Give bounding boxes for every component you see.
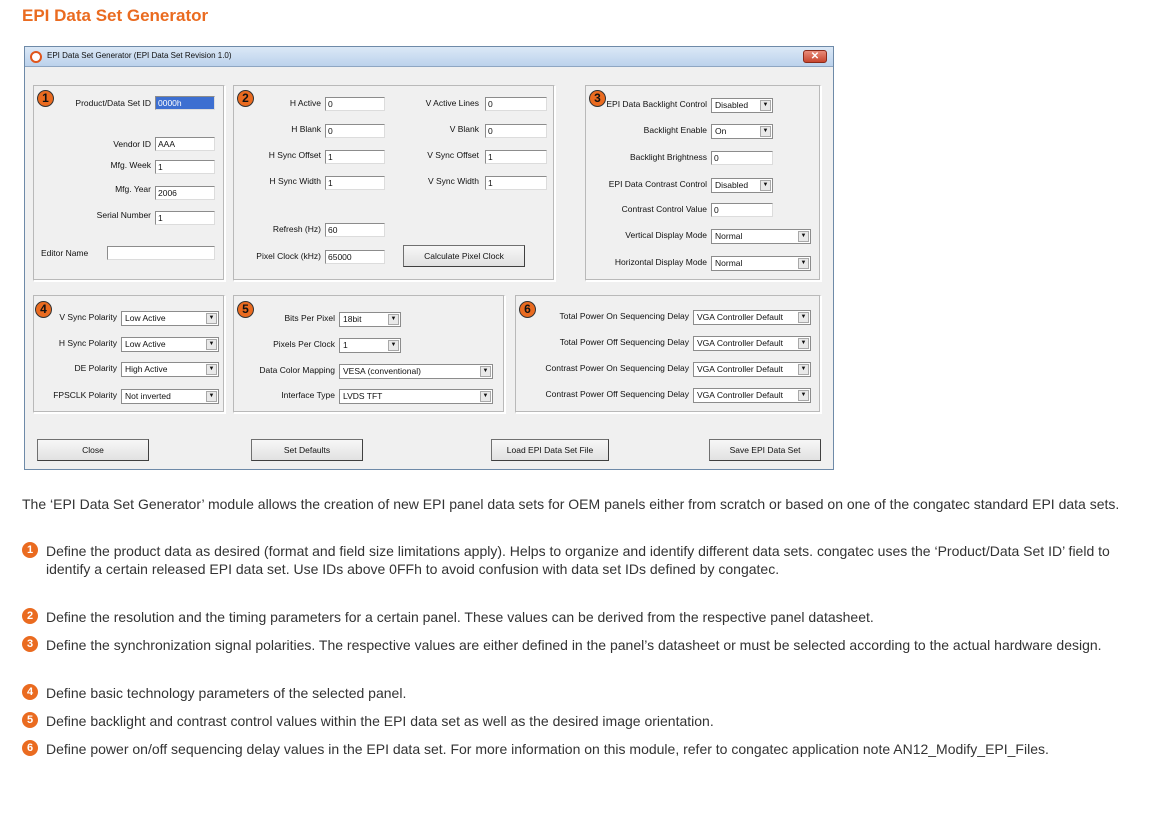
total-power-off-label: Total Power Off Sequencing Delay xyxy=(559,337,689,347)
backlight-brightness-field[interactable]: 0 xyxy=(711,151,773,165)
data-color-mapping-value: VESA (conventional) xyxy=(343,366,421,376)
interface-type-select[interactable] xyxy=(339,389,493,404)
de-polarity-select[interactable] xyxy=(121,362,219,377)
chevron-down-icon[interactable]: ▼ xyxy=(206,313,217,324)
list-item xyxy=(22,712,1152,732)
v-sync-width-label: V Sync Width xyxy=(427,176,479,186)
contrast-control-value: Disabled xyxy=(715,180,749,190)
backlight-enable-label: Backlight Enable xyxy=(643,125,707,135)
pixels-per-clock-select[interactable] xyxy=(339,338,401,353)
backlight-control-select[interactable] xyxy=(711,98,773,113)
h-sync-width-field[interactable]: 1 xyxy=(325,176,385,190)
badge-2: 2 xyxy=(237,90,254,107)
list-item xyxy=(22,636,1152,674)
h-sync-offset-label: H Sync Offset xyxy=(268,150,321,160)
backlight-brightness-label: Backlight Brightness xyxy=(629,152,707,162)
chevron-down-icon[interactable]: ▼ xyxy=(798,258,809,269)
list-item-text: Define backlight and contrast control values within the EPI data set as well as the desired image orientation. xyxy=(46,713,714,729)
interface-type-value: LVDS TFT xyxy=(343,391,383,401)
bits-per-pixel-select[interactable] xyxy=(339,312,401,327)
v-active-field[interactable]: 0 xyxy=(485,97,547,111)
chevron-down-icon[interactable]: ▼ xyxy=(206,391,217,402)
fpsclk-polarity-value: Not inverted xyxy=(125,391,171,401)
total-power-off-value: VGA Controller Default xyxy=(697,338,783,348)
hsync-polarity-value: Low Active xyxy=(125,339,166,349)
product-id-label: Product/Data Set ID xyxy=(75,98,151,108)
intro-paragraph: The ‘EPI Data Set Generator’ module allows the creation of new EPI panel data sets for OEM panels either from scratch or based on one of the congatec standard EPI data sets. xyxy=(22,496,1120,512)
badge-4: 4 xyxy=(22,684,38,700)
mfg-year-field[interactable]: 2006 xyxy=(155,186,215,200)
chevron-down-icon[interactable]: ▼ xyxy=(760,100,771,111)
contrast-value-label: Contrast Control Value xyxy=(621,204,707,214)
contrast-power-on-select[interactable] xyxy=(693,362,811,377)
list-item xyxy=(22,542,1152,600)
total-power-on-value: VGA Controller Default xyxy=(697,312,783,322)
contrast-control-select[interactable] xyxy=(711,178,773,193)
refresh-label: Refresh (Hz) xyxy=(272,224,321,234)
backlight-enable-value: On xyxy=(715,126,727,136)
horizontal-mode-value: Normal xyxy=(715,258,743,268)
list-item-text: Define basic technology parameters of the selected panel. xyxy=(46,685,407,701)
contrast-power-on-value: VGA Controller Default xyxy=(697,364,783,374)
horizontal-mode-label: Horizontal Display Mode xyxy=(614,257,707,267)
chevron-down-icon[interactable]: ▼ xyxy=(798,312,809,323)
chevron-down-icon[interactable]: ▼ xyxy=(760,180,771,191)
close-button[interactable]: Close xyxy=(37,439,149,461)
bits-per-pixel-value: 18bit xyxy=(343,314,362,324)
list-item-text: Define power on/off sequencing delay values in the EPI data set. For more information on this module, refer to congatec application note AN12_Modify_EPI_Files. xyxy=(46,741,1049,757)
chevron-down-icon[interactable]: ▼ xyxy=(760,126,771,137)
chevron-down-icon[interactable]: ▼ xyxy=(798,231,809,242)
v-sync-offset-field[interactable]: 1 xyxy=(485,150,547,164)
product-id-field[interactable]: 0000h xyxy=(155,96,215,110)
page-title: EPI Data Set Generator xyxy=(22,6,209,25)
total-power-on-select[interactable] xyxy=(693,310,811,325)
badge-2: 2 xyxy=(22,608,38,624)
horizontal-mode-select[interactable] xyxy=(711,256,811,271)
v-blank-field[interactable]: 0 xyxy=(485,124,547,138)
refresh-field[interactable]: 60 xyxy=(325,223,385,237)
backlight-enable-select[interactable] xyxy=(711,124,773,139)
interface-type-label: Interface Type xyxy=(281,390,335,400)
h-sync-offset-field[interactable]: 1 xyxy=(325,150,385,164)
hsync-polarity-label: H Sync Polarity xyxy=(58,338,117,348)
pixels-per-clock-value: 1 xyxy=(343,340,348,350)
vertical-mode-value: Normal xyxy=(715,231,743,241)
list-item-text: Define the resolution and the timing parameters for a certain panel. These values can be derived from the respective panel datasheet. xyxy=(46,609,874,625)
vsync-polarity-select[interactable] xyxy=(121,311,219,326)
mfg-week-label: Mfg. Week xyxy=(110,160,151,170)
load-epi-file-button[interactable]: Load EPI Data Set File xyxy=(491,439,609,461)
serial-number-field[interactable]: 1 xyxy=(155,211,215,225)
serial-number-label: Serial Number xyxy=(96,210,151,220)
editor-name-field[interactable] xyxy=(107,246,215,260)
chevron-down-icon[interactable]: ▼ xyxy=(206,339,217,350)
chevron-down-icon[interactable]: ▼ xyxy=(480,366,491,377)
chevron-down-icon[interactable]: ▼ xyxy=(798,338,809,349)
h-blank-field[interactable]: 0 xyxy=(325,124,385,138)
h-blank-label: H Blank xyxy=(291,124,321,134)
badge-3: 3 xyxy=(22,636,38,652)
editor-name-label: Editor Name xyxy=(41,248,89,258)
close-icon[interactable]: ✕ xyxy=(803,50,827,63)
badge-1: 1 xyxy=(22,542,38,558)
vsync-polarity-value: Low Active xyxy=(125,313,166,323)
chevron-down-icon[interactable]: ▼ xyxy=(480,391,491,402)
contrast-value-field[interactable]: 0 xyxy=(711,203,773,217)
vsync-polarity-label: V Sync Polarity xyxy=(59,312,117,322)
mfg-week-field[interactable]: 1 xyxy=(155,160,215,174)
list-item xyxy=(22,684,1152,704)
mfg-year-label: Mfg. Year xyxy=(115,184,151,194)
list-item-text: Define the product data as desired (format and field size limitations apply). Helps to organize and identify different data sets. congatec uses the ‘Product/Data Set ID’ field to identify a certain released EPI data set. Use IDs above 0FFh to avoid confusion with data set IDs defined by congatec. xyxy=(46,543,1110,577)
list-item-text: Define the synchronization signal polarities. The respective values are either defined in the panel’s datasheet or must be selected according to the actual hardware design. xyxy=(46,637,1102,653)
badge-5: 5 xyxy=(22,712,38,728)
chevron-down-icon[interactable]: ▼ xyxy=(388,314,399,325)
badge-4: 4 xyxy=(35,301,52,318)
badge-1: 1 xyxy=(37,90,54,107)
vendor-id-label: Vendor ID xyxy=(113,139,151,149)
contrast-control-label: EPI Data Contrast Control xyxy=(608,179,707,189)
de-polarity-label: DE Polarity xyxy=(74,363,117,373)
contrast-power-off-value: VGA Controller Default xyxy=(697,390,783,400)
h-sync-width-label: H Sync Width xyxy=(269,176,321,186)
h-active-field[interactable]: 0 xyxy=(325,97,385,111)
backlight-control-label: EPI Data Backlight Control xyxy=(606,99,707,109)
badge-3: 3 xyxy=(589,90,606,107)
de-polarity-value: High Active xyxy=(125,364,168,374)
bits-per-pixel-label: Bits Per Pixel xyxy=(284,313,335,323)
save-epi-button[interactable]: Save EPI Data Set xyxy=(709,439,821,461)
set-defaults-button[interactable]: Set Defaults xyxy=(251,439,363,461)
fpsclk-polarity-label: FPSCLK Polarity xyxy=(53,390,117,400)
vertical-mode-select[interactable] xyxy=(711,229,811,244)
contrast-power-on-label: Contrast Power On Sequencing Delay xyxy=(545,363,689,373)
chevron-down-icon[interactable]: ▼ xyxy=(798,390,809,401)
contrast-power-off-label: Contrast Power Off Sequencing Delay xyxy=(545,389,689,399)
pixel-clock-label: Pixel Clock (kHz) xyxy=(256,251,321,261)
badge-6: 6 xyxy=(22,740,38,756)
calculate-pixel-clock-button[interactable]: Calculate Pixel Clock xyxy=(403,245,525,267)
v-active-label: V Active Lines xyxy=(425,98,479,108)
chevron-down-icon[interactable]: ▼ xyxy=(206,364,217,375)
h-active-label: H Active xyxy=(289,98,321,108)
pixel-clock-field[interactable]: 65000 xyxy=(325,250,385,264)
app-icon xyxy=(30,51,42,63)
fpsclk-polarity-select[interactable] xyxy=(121,389,219,404)
data-color-mapping-select[interactable] xyxy=(339,364,493,379)
window-title: EPI Data Set Generator (EPI Data Set Revision 1.0) xyxy=(47,51,232,60)
vertical-mode-label: Vertical Display Mode xyxy=(625,230,707,240)
v-sync-width-field[interactable]: 1 xyxy=(485,176,547,190)
chevron-down-icon[interactable]: ▼ xyxy=(798,364,809,375)
v-sync-offset-label: V Sync Offset xyxy=(427,150,479,160)
chevron-down-icon[interactable]: ▼ xyxy=(388,340,399,351)
hsync-polarity-select[interactable] xyxy=(121,337,219,352)
total-power-off-select[interactable] xyxy=(693,336,811,351)
data-color-mapping-label: Data Color Mapping xyxy=(259,365,335,375)
total-power-on-label: Total Power On Sequencing Delay xyxy=(559,311,689,321)
pixels-per-clock-label: Pixels Per Clock xyxy=(273,339,335,349)
epi-generator-window xyxy=(24,46,834,470)
badge-5: 5 xyxy=(237,301,254,318)
list-item xyxy=(22,608,1152,628)
vendor-id-field[interactable]: AAA xyxy=(155,137,215,151)
backlight-control-value: Disabled xyxy=(715,100,749,110)
window-titlebar[interactable] xyxy=(25,47,833,67)
list-item xyxy=(22,740,1152,778)
v-blank-label: V Blank xyxy=(449,124,479,134)
contrast-power-off-select[interactable] xyxy=(693,388,811,403)
badge-6: 6 xyxy=(519,301,536,318)
